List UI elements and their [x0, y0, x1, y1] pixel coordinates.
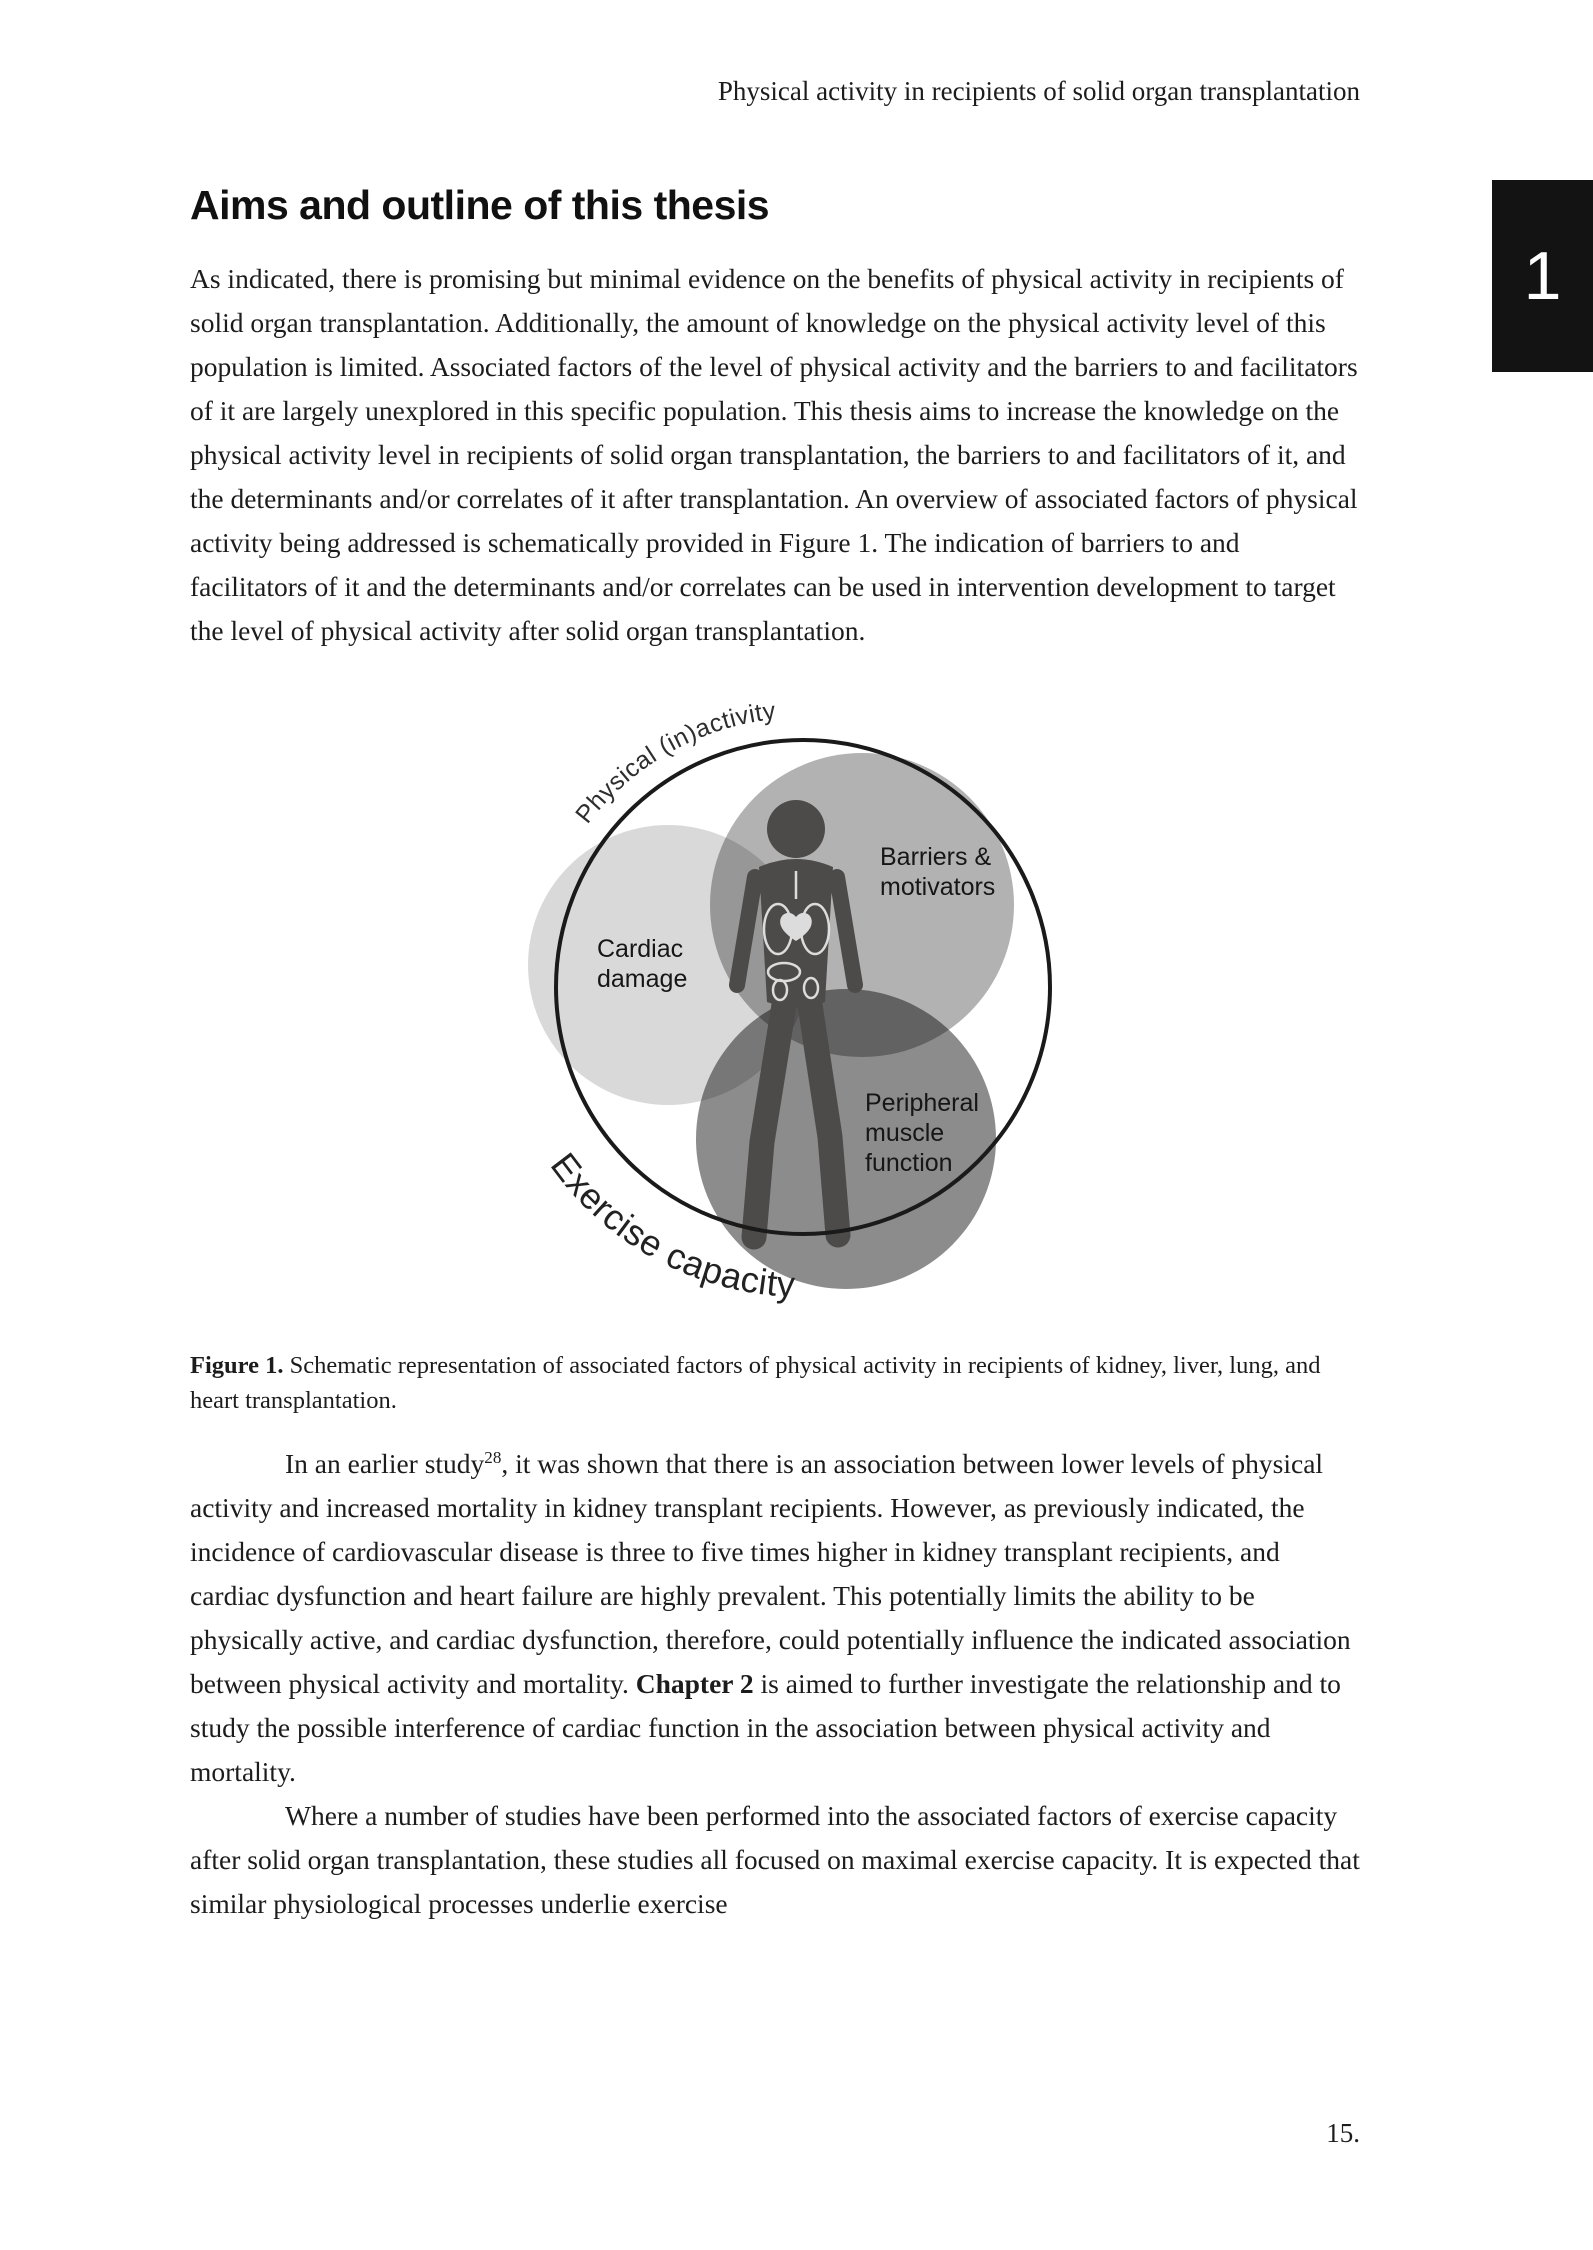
label-cardiac-line2: damage — [597, 965, 688, 993]
para2-citation-28: 28 — [484, 1447, 502, 1467]
paragraph-3: Where a number of studies have been performed into the associated factors of exercise capacity after solid organ transplantation, these studies all focused on maximal exercise capacity. It is expected that similar physiological processes underlie exercise — [190, 1800, 1360, 1919]
label-barriers-line1: Barriers & — [880, 843, 992, 871]
paragraph-2 — [190, 1442, 1360, 1794]
paragraph-1: As indicated, there is promising but minimal evidence on the benefits of physical activity in recipients of solid organ transplantation. Additionally, the amount of knowledge on the physical activity level of this population is limited. Associated factors of the level of physical activity and the barriers to and facilitators of it are largely unexplored in this specific population. This thesis aims to increase the knowledge on the physical activity level in recipients of solid organ transplantation, the barriers to and facilitators of it, and the determinants and/or correlates of it after transplantation. An overview of associated factors of physical activity being addressed is schematically provided in Figure 1. The indication of barriers to and facilitators of it and the determinants and/or correlates can be used in intervention development to target the level of physical activity after solid organ transplantation. — [190, 263, 1358, 646]
label-cardiac-line1: Cardiac — [597, 935, 684, 963]
arc-label-exercise-capacity: Exercise capacity — [542, 1145, 797, 1305]
para2-text-2: , it was shown that there is an association between lower levels of physical activity and increased mortality in kidney transplant recipients. However, as previously indicated, the incidence of cardiovascular disease is three to five times higher in kidney transplant recipients, and cardiac dysfunction and heart failure are highly prevalent. This potentially limits the ability to be physically active, and cardiac dysfunction, therefore, could potentially influence the indicated association between physical activity and mortality. — [190, 1448, 1351, 1699]
arc-label-physical-inactivity: Physical (in)activity — [570, 696, 778, 829]
page-content — [190, 182, 1360, 1926]
label-peripheral-line1: Peripheral — [865, 1089, 979, 1117]
para2-text-3: is aimed to further investigate the relationship and to study the possible interference of cardiac function in the association between physical activity and mortality. — [190, 1668, 1341, 1787]
chapter-tab — [1492, 180, 1593, 372]
person-head — [767, 800, 825, 858]
running-head: Physical activity in recipients of solid organ transplantation — [717, 76, 1360, 106]
figure-caption-text: Schematic representation of associated factors of physical activity in recipients of kidney, liver, lung, and heart transplantation. — [190, 1352, 1321, 1414]
page-title: Aims and outline of this thesis — [190, 182, 770, 228]
chapter-2-reference: Chapter 2 — [635, 1668, 754, 1699]
figure-1 — [528, 687, 1068, 1322]
page-number: 15. — [1326, 2118, 1360, 2148]
figure-caption-label: Figure 1. — [190, 1352, 284, 1379]
figure-caption — [190, 1348, 1360, 1418]
para2-text-1: In an earlier study — [285, 1448, 485, 1479]
label-peripheral-line2: muscle — [865, 1119, 945, 1147]
label-barriers-line2: motivators — [880, 873, 996, 901]
figure-1-venn-diagram — [528, 687, 1068, 1317]
label-peripheral-line3: function — [865, 1149, 953, 1177]
chapter-number: 1 — [1523, 238, 1562, 314]
